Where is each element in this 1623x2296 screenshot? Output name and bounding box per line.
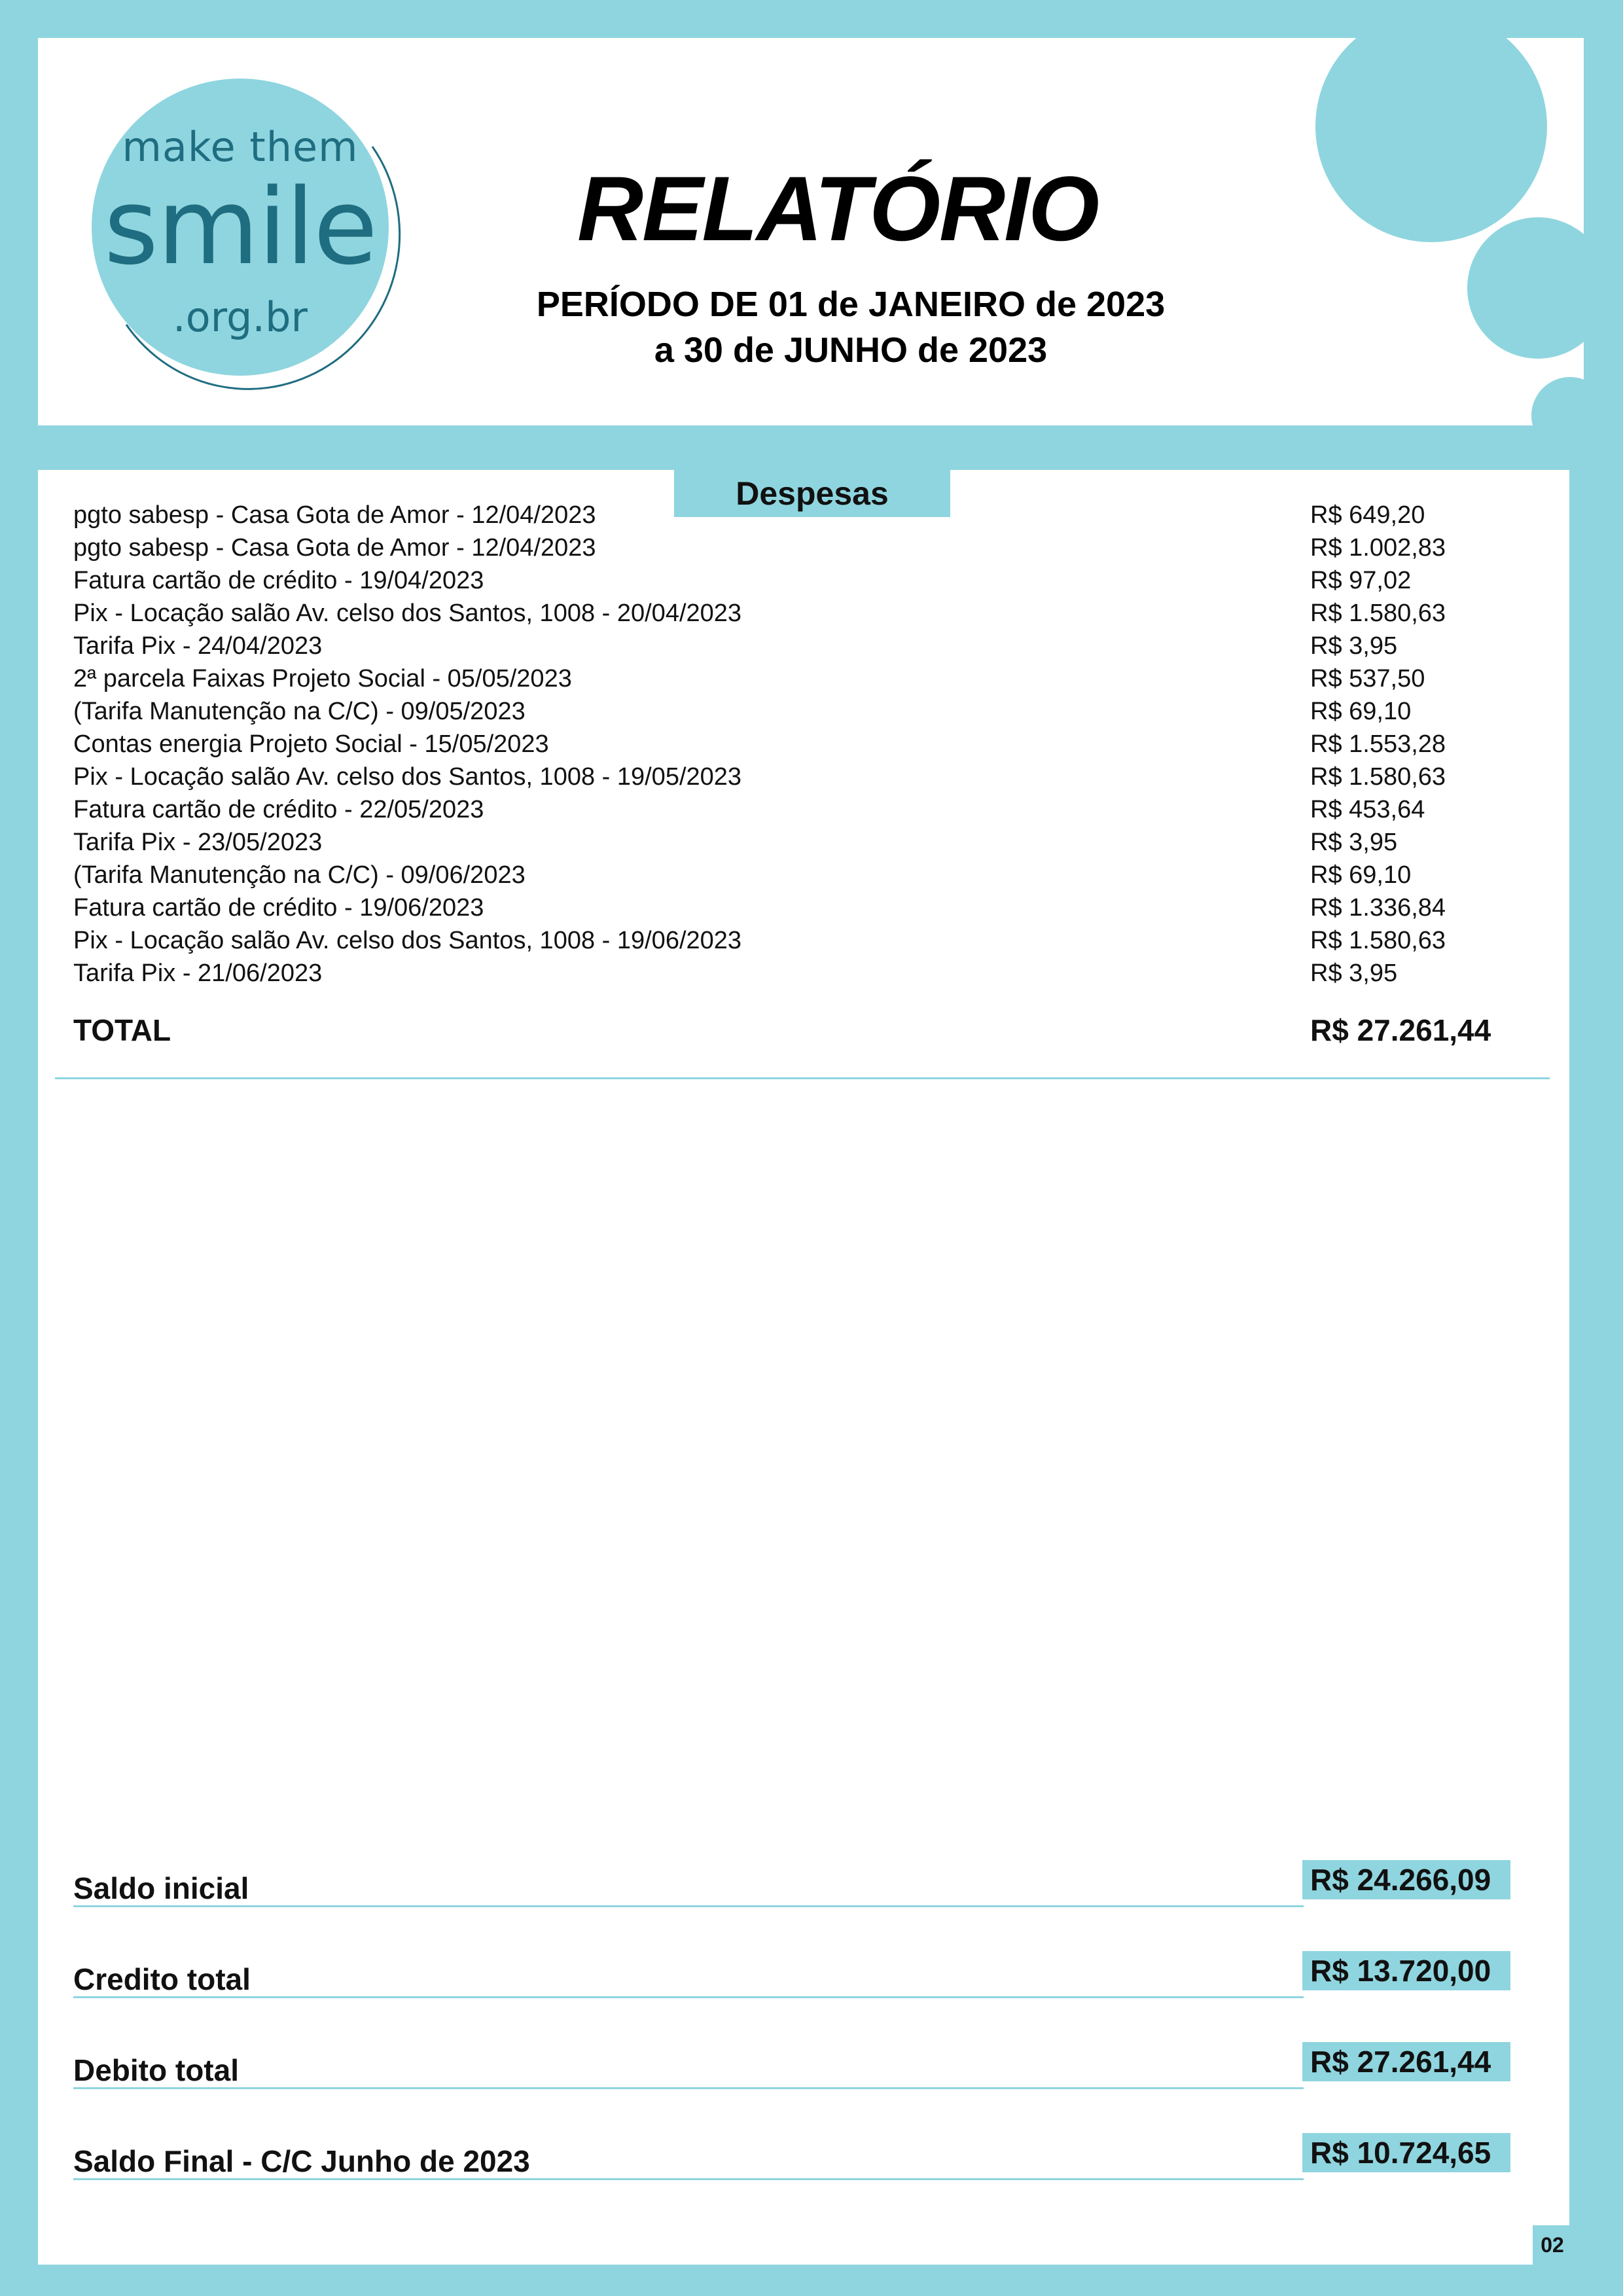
expense-description: (Tarifa Manutenção na C/C) - 09/06/2023 — [73, 861, 526, 889]
expense-description: Fatura cartão de crédito - 19/06/2023 — [73, 894, 484, 922]
expense-description: (Tarifa Manutenção na C/C) - 09/05/2023 — [73, 698, 526, 725]
expense-description: Tarifa Pix - 24/04/2023 — [73, 632, 323, 660]
expense-amount: R$ 1.553,28 — [1310, 730, 1446, 758]
section-divider — [55, 1077, 1550, 1079]
expense-row — [73, 728, 1500, 761]
summary-label: Saldo Final - C/C Junho de 2023 — [73, 2144, 530, 2178]
expense-description: 2ª parcela Faixas Projeto Social - 05/05/2023 — [73, 665, 572, 692]
report-period-line1: PERÍODO DE 01 de JANEIRO de 2023 — [536, 285, 1166, 324]
summary-label: Saldo inicial — [73, 1871, 249, 1905]
summary-saldo-final — [73, 2133, 1510, 2180]
expense-amount: R$ 1.002,83 — [1310, 534, 1446, 562]
expense-amount: R$ 97,02 — [1310, 567, 1412, 594]
expense-description: Contas energia Projeto Social - 15/05/2023 — [73, 730, 549, 758]
summary-underline — [73, 2087, 1304, 2089]
expenses-total-row — [73, 1011, 1500, 1050]
expense-amount: R$ 3,95 — [1310, 632, 1398, 660]
expense-row — [73, 630, 1500, 662]
report-period-line2: a 30 de JUNHO de 2023 — [654, 331, 1048, 370]
expense-amount: R$ 1.336,84 — [1310, 894, 1446, 922]
expense-description: Pix - Locação salão Av. celso dos Santos, 1008 - 19/06/2023 — [73, 927, 742, 954]
summary-underline — [73, 1905, 1304, 1907]
summary-label: Debito total — [73, 2053, 239, 2087]
expense-description: Tarifa Pix - 21/06/2023 — [73, 960, 323, 987]
page-number: 02 — [1533, 2225, 1572, 2265]
expense-amount: R$ 69,10 — [1310, 861, 1412, 889]
expense-row — [73, 499, 1500, 531]
expense-row — [73, 924, 1500, 957]
expense-row — [73, 564, 1500, 597]
expenses-total-label: TOTAL — [73, 1013, 171, 1047]
expense-row — [73, 957, 1500, 990]
expense-amount: R$ 453,64 — [1310, 796, 1425, 823]
expense-list — [73, 499, 1500, 990]
logo-text-bottom: .org.br — [173, 293, 308, 341]
expense-description: Fatura cartão de crédito - 19/04/2023 — [73, 567, 484, 594]
summary-saldo-inicial — [73, 1860, 1510, 1907]
expense-amount: R$ 649,20 — [1310, 501, 1425, 529]
summary-credito-total — [73, 1951, 1510, 1998]
summary-value: R$ 13.720,00 — [1302, 1951, 1510, 1990]
expense-amount: R$ 1.580,63 — [1310, 600, 1446, 627]
report-period — [458, 281, 1243, 373]
logo-text-top: make them — [122, 123, 359, 171]
expense-description: pgto sabesp - Casa Gota de Amor - 12/04/2023 — [73, 501, 596, 529]
summary-underline — [73, 2178, 1304, 2180]
expense-description: pgto sabesp - Casa Gota de Amor - 12/04/2023 — [73, 534, 596, 562]
decorative-bubble-small — [1531, 377, 1584, 425]
decorative-bubble-large — [1315, 38, 1547, 242]
expense-row — [73, 859, 1500, 891]
expense-row — [73, 662, 1500, 695]
expense-description: Tarifa Pix - 23/05/2023 — [73, 829, 323, 856]
expense-row — [73, 761, 1500, 793]
expense-amount: R$ 537,50 — [1310, 665, 1425, 692]
expense-row — [73, 531, 1500, 564]
expense-amount: R$ 3,95 — [1310, 829, 1398, 856]
expense-amount: R$ 1.580,63 — [1310, 763, 1446, 791]
expenses-tab: Despesas — [674, 470, 950, 517]
summary-value: R$ 27.261,44 — [1302, 2042, 1510, 2081]
logo-text-main: smile — [103, 166, 377, 288]
expense-description: Fatura cartão de crédito - 22/05/2023 — [73, 796, 484, 823]
expense-row — [73, 826, 1500, 859]
decorative-bubble-medium — [1467, 217, 1584, 359]
expense-row — [73, 695, 1500, 728]
summary-value: R$ 10.724,65 — [1302, 2133, 1510, 2172]
expense-amount: R$ 3,95 — [1310, 960, 1398, 987]
expense-amount: R$ 69,10 — [1310, 698, 1412, 725]
summary-value: R$ 24.266,09 — [1302, 1860, 1510, 1899]
expense-amount: R$ 1.580,63 — [1310, 927, 1446, 954]
expense-row — [73, 891, 1500, 924]
summary-debito-total — [73, 2042, 1510, 2089]
summary-label: Credito total — [73, 1962, 251, 1996]
expenses-total-value: R$ 27.261,44 — [1310, 1013, 1491, 1047]
expense-row — [73, 597, 1500, 630]
expense-description: Pix - Locação salão Av. celso dos Santos, 1008 - 19/05/2023 — [73, 763, 742, 791]
summary-underline — [73, 1996, 1304, 1998]
expense-row — [73, 793, 1500, 826]
report-title: RELATÓRIO — [577, 157, 1099, 260]
expense-description: Pix - Locação salão Av. celso dos Santos, 1008 - 20/04/2023 — [73, 600, 742, 627]
